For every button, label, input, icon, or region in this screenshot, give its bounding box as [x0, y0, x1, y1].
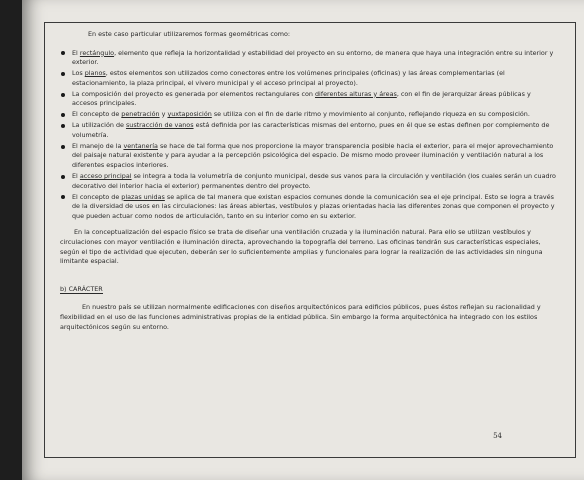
bullet-icon: [61, 195, 65, 199]
bullet-icon: [61, 113, 65, 117]
bullet-icon: [61, 175, 65, 179]
list-item: El concepto de penetración y yuxtaposición se utiliza con el fin de darle ritmo y movimiento al conjunto, reflejando riqueza en su composición.: [60, 110, 558, 120]
bullet-icon: [61, 93, 65, 97]
forms-list: [60, 49, 558, 222]
section-heading: b) CARÁCTER: [60, 284, 103, 293]
document-body: [60, 30, 558, 332]
bullet-icon: [61, 145, 65, 149]
bullet-icon: [61, 124, 65, 128]
list-item: El rectángulo, elemento que refleja la horizontalidad y estabilidad del proyecto en su entorno, de manera que haya una integración entre su interior y exterior.: [60, 49, 558, 68]
conceptualization-paragraph: En la conceptualización del espacio físico se trata de diseñar una ventilación cruzada y la iluminación natural. Para ello se utilizan vestíbulos y circulaciones con mayor ventilación e iluminación directa, aprovechando la topografía del terreno. Las oficinas tendrán sus características especiales, según el tipo de actividad que ejecuten, deberán ser lo suficientemente amplias y funcionales para lograr la realización de las actividades sin ninguna limitante espacial.: [60, 228, 543, 266]
list-item: Los planos, estos elementos son utilizados como conectores entre los volúmenes principales (oficinas) y las áreas complementarias (el estacionamiento, la plaza principal, el vivero municipal y el acceso principal al proyecto).: [60, 69, 558, 88]
list-item: La utilización de sustracción de vanos está definida por las características mismas del entorno, pues en él que se estas definen por complemento de volumetría.: [60, 121, 558, 140]
section-paragraph: En nuestro país se utilizan normalmente edificaciones con diseños arquitectónicos para edificios públicos, pues éstos reflejan su racionalidad y flexibilidad en el uso de las funciones administrativas propias de la entidad pública. Sin embargo la forma arquitectónica ha integrado con los estilos arquitectónicos según su entorno.: [60, 303, 541, 331]
list-item: El manejo de la ventanería se hace de tal forma que nos proporcione la mayor transparencia posible hacia el exterior, para el mejor aprovechamiento del paisaje natural existente y para ayudar a la percepción psicológica del espacio. De mismo modo proveer iluminación y ventilación natural a los diferentes espacios interiores.: [60, 142, 558, 171]
intro-line: En este caso particular utilizaremos formas geométricas como:: [88, 30, 291, 38]
bullet-icon: [61, 51, 65, 55]
scanned-page: [22, 0, 584, 480]
page-number: 54: [493, 432, 502, 440]
list-item: La composición del proyecto es generada por elementos rectangulares con diferentes alturas y áreas, con el fin de jerarquizar áreas públicas y accesos principales.: [60, 90, 558, 109]
bullet-icon: [61, 72, 65, 76]
list-item: El concepto de plazas unidas se aplica de tal manera que existan espacios comunes donde la comunicación sea el eje principal. Esto se logra a través de la diversidad de usos en las circulaciones: las áreas abiertas, vestíbulos y plazas orientadas hacia las diferentes zonas que componen el proyecto y que pueden actuar como nodos de articulación, tanto en su interior como en su exterior.: [60, 193, 558, 222]
list-item: El acceso principal se integra a toda la volumetría de conjunto municipal, desde sus vanos para la circulación y ventilación (los cuales serán un cuadro decorativo del interior hacia el exterior) permanentes dentro del proyecto.: [60, 172, 558, 191]
